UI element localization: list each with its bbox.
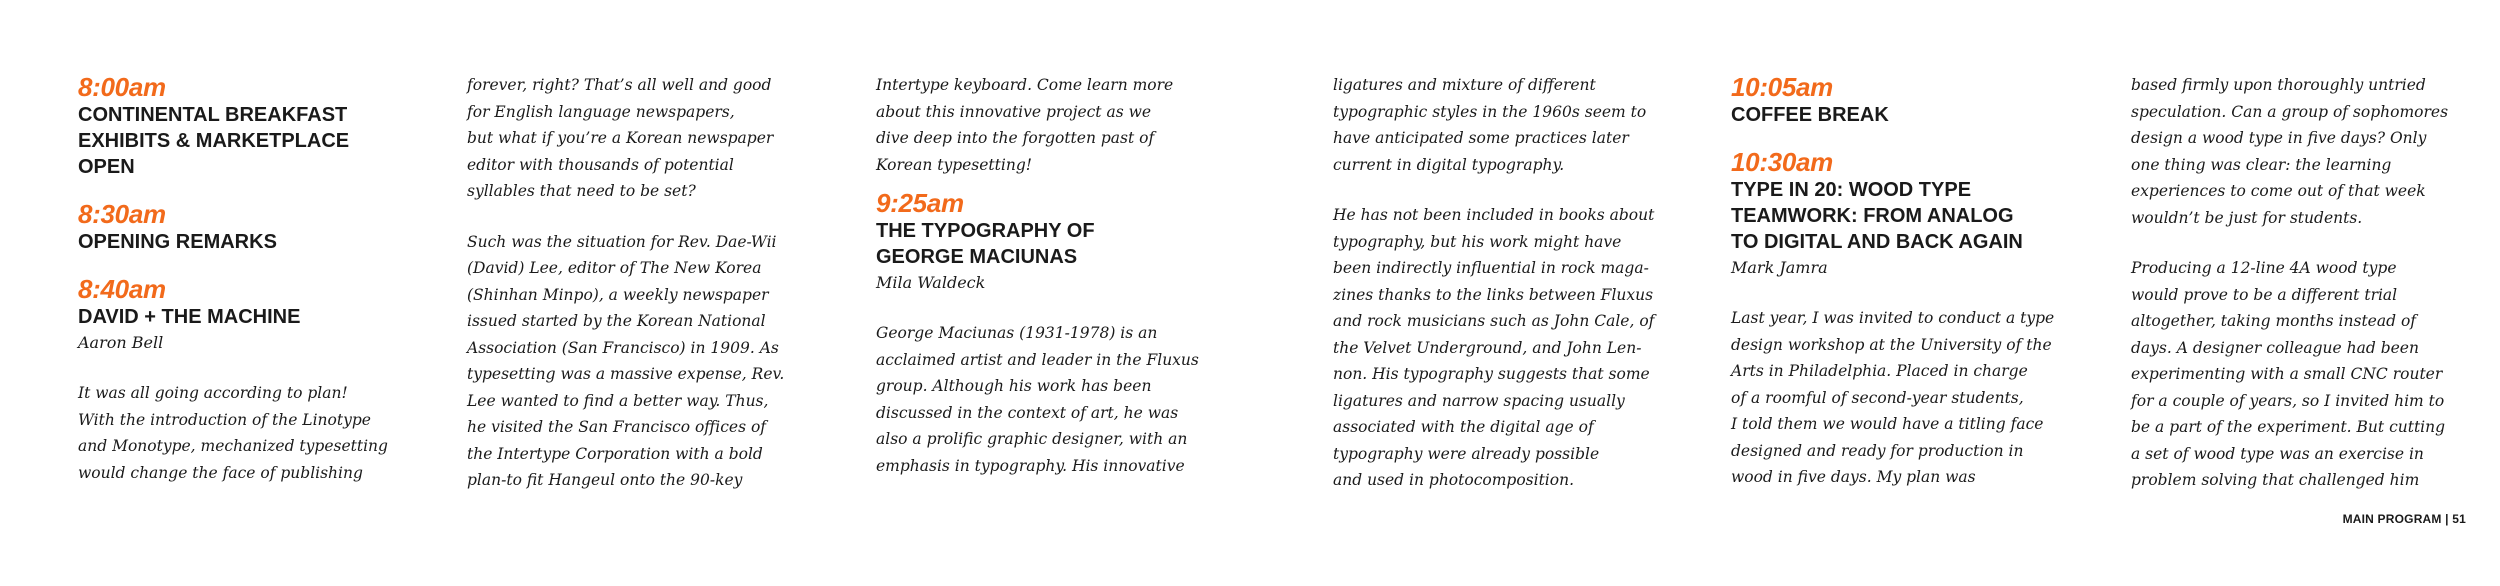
title-line: GEORGE MACIUNAS bbox=[876, 246, 1078, 268]
text-line: With the introduction of the Linotype bbox=[78, 410, 371, 429]
text-line: Such was the situation for Rev. Dae-Wii bbox=[467, 232, 777, 251]
text-line: have anticipated some practices later bbox=[1333, 129, 1629, 147]
text-line: Lee wanted to find a better way. Thus, bbox=[467, 391, 769, 410]
text-line: He has not been included in books about bbox=[1333, 206, 1655, 224]
text-line: current in digital typography. bbox=[1333, 155, 1565, 174]
session-title: COFFEE BREAK bbox=[1731, 104, 1889, 126]
text-line: for English language newspapers, bbox=[467, 102, 735, 121]
text-line: the Velvet Underground, and John Len- bbox=[1333, 338, 1642, 357]
text-line: would prove to be a different trial bbox=[2131, 285, 2398, 304]
session-time: 8:40am bbox=[78, 274, 166, 304]
text-line: experiences to come out of that week bbox=[2131, 182, 2426, 200]
session-title: OPENING REMARKS bbox=[78, 231, 277, 253]
text-line: would change the face of publishing bbox=[78, 463, 363, 482]
text-line: for a couple of years, so I invited him to bbox=[2131, 391, 2445, 410]
text-line: Korean typesetting! bbox=[876, 155, 1032, 174]
session-title bbox=[1731, 177, 2071, 255]
text-line: wouldn’t be just for students. bbox=[2131, 208, 2363, 227]
text-line: associated with the digital age of bbox=[1333, 418, 1594, 436]
column-2 bbox=[467, 72, 807, 494]
title-line: EXHIBITS & MARKETPLACE bbox=[78, 130, 350, 152]
session-time: 9:25am bbox=[876, 188, 964, 218]
text-line: issued started by the Korean National bbox=[467, 312, 766, 330]
text-line: Arts in Philadelphia. Placed in charge bbox=[1731, 362, 2028, 380]
text-line: typography, but his work might have bbox=[1333, 232, 1622, 251]
title-line: OPEN bbox=[78, 156, 135, 178]
text-line: discussed in the context of art, he was bbox=[876, 403, 1179, 422]
text-line: Intertype keyboard. Come learn more bbox=[876, 76, 1174, 94]
text-line: designed and ready for production in bbox=[1731, 441, 2024, 460]
text-line: of a roomful of second-year students, bbox=[1731, 388, 2024, 407]
text-line: also a prolific graphic designer, with an bbox=[876, 430, 1188, 448]
body-paragraph bbox=[467, 229, 807, 494]
text-line: zines thanks to the links between Fluxus bbox=[1333, 285, 1654, 304]
text-line: Last year, I was invited to conduct a type bbox=[1731, 309, 2055, 327]
text-line: (David) Lee, editor of The New Korea bbox=[467, 259, 762, 277]
column-6 bbox=[2131, 72, 2471, 494]
body-paragraph bbox=[2131, 255, 2471, 494]
session-time: 8:00am bbox=[78, 72, 166, 102]
text-line: non. His typography suggests that some bbox=[1333, 365, 1650, 383]
text-line: typesetting was a massive expense, Rev. bbox=[467, 365, 785, 383]
title-line: TYPE IN 20: WOOD TYPE bbox=[1731, 179, 1972, 201]
session-title bbox=[78, 102, 418, 180]
text-line: and Monotype, mechanized typesetting bbox=[78, 437, 388, 455]
body-paragraph bbox=[1333, 72, 1673, 178]
text-line: been indirectly influential in rock maga- bbox=[1333, 259, 1649, 277]
column-1 bbox=[78, 72, 418, 486]
text-line: Producing a 12-line 4A wood type bbox=[2131, 259, 2397, 277]
column-4 bbox=[1333, 72, 1673, 494]
text-line: wood in five days. My plan was bbox=[1731, 468, 1976, 486]
body-paragraph bbox=[467, 72, 807, 205]
text-line: he visited the San Francisco offices of bbox=[467, 418, 767, 436]
text-line: design a wood type in five days? Only bbox=[2131, 129, 2427, 147]
column-3 bbox=[876, 72, 1216, 479]
session-time: 10:05am bbox=[1731, 72, 1833, 102]
text-line: but what if you’re a Korean newspaper bbox=[467, 129, 774, 147]
text-line: Association (San Francisco) in 1909. As bbox=[467, 338, 779, 357]
text-line: forever, right? That’s all well and good bbox=[467, 76, 772, 94]
title-line: TEAMWORK: FROM ANALOG bbox=[1731, 205, 2014, 227]
column-5 bbox=[1731, 72, 2071, 491]
body-paragraph bbox=[78, 380, 418, 486]
session-title bbox=[876, 218, 1216, 270]
session-title: DAVID + THE MACHINE bbox=[78, 306, 301, 328]
text-line: about this innovative project as we bbox=[876, 102, 1152, 121]
session-time: 10:30am bbox=[1731, 147, 1833, 177]
body-paragraph bbox=[1731, 305, 2071, 491]
text-line: be a part of the experiment. But cutting bbox=[2131, 418, 2446, 436]
text-line: emphasis in typography. His innovative bbox=[876, 456, 1185, 475]
session-time: 8:30am bbox=[78, 199, 166, 229]
speaker-name: Mark Jamra bbox=[1731, 258, 1828, 277]
body-paragraph bbox=[2131, 72, 2471, 231]
page-folio: MAIN PROGRAM | 51 bbox=[2342, 512, 2466, 526]
text-line: typography were already possible bbox=[1333, 444, 1600, 463]
speaker-name: Aaron Bell bbox=[78, 333, 164, 352]
body-paragraph bbox=[1333, 202, 1673, 494]
text-line: and rock musicians such as John Cale, of bbox=[1333, 312, 1655, 330]
text-line: ligatures and narrow spacing usually bbox=[1333, 391, 1625, 410]
title-line: THE TYPOGRAPHY OF bbox=[876, 220, 1095, 242]
text-line: the Intertype Corporation with a bold bbox=[467, 444, 763, 463]
text-line: one thing was clear: the learning bbox=[2131, 155, 2392, 174]
text-line: George Maciunas (1931-1978) is an bbox=[876, 324, 1158, 342]
text-line: typographic styles in the 1960s seem to bbox=[1333, 102, 1647, 121]
text-line: editor with thousands of potential bbox=[467, 155, 734, 174]
text-line: ligatures and mixture of different bbox=[1333, 76, 1596, 94]
text-line: syllables that need to be set? bbox=[467, 182, 696, 200]
text-line: problem solving that challenged him bbox=[2131, 471, 2420, 489]
body-paragraph bbox=[876, 320, 1216, 479]
text-line: group. Although his work has been bbox=[876, 377, 1152, 395]
text-line: days. A designer colleague had been bbox=[2131, 338, 2419, 357]
speaker-name: Mila Waldeck bbox=[876, 273, 986, 292]
title-line: CONTINENTAL BREAKFAST bbox=[78, 104, 348, 126]
text-line: I told them we would have a titling face bbox=[1731, 415, 2044, 433]
text-line: design workshop at the University of the bbox=[1731, 335, 2052, 354]
text-line: (Shinhan Minpo), a weekly newspaper bbox=[467, 285, 769, 304]
text-line: It was all going according to plan! bbox=[78, 384, 348, 402]
text-line: dive deep into the forgotten past of bbox=[876, 129, 1155, 147]
text-line: based firmly upon thoroughly untried bbox=[2131, 76, 2426, 94]
title-line: TO DIGITAL AND BACK AGAIN bbox=[1731, 231, 2023, 253]
text-line: speculation. Can a group of sophomores bbox=[2131, 102, 2449, 121]
text-line: plan-to fit Hangeul onto the 90-key bbox=[467, 471, 743, 489]
text-line: acclaimed artist and leader in the Fluxus bbox=[876, 350, 1199, 369]
body-paragraph bbox=[876, 72, 1216, 178]
text-line: a set of wood type was an exercise in bbox=[2131, 444, 2424, 463]
text-line: experimenting with a small CNC router bbox=[2131, 365, 2443, 383]
text-line: and used in photocomposition. bbox=[1333, 471, 1574, 489]
text-line: altogether, taking months instead of bbox=[2131, 312, 2417, 330]
